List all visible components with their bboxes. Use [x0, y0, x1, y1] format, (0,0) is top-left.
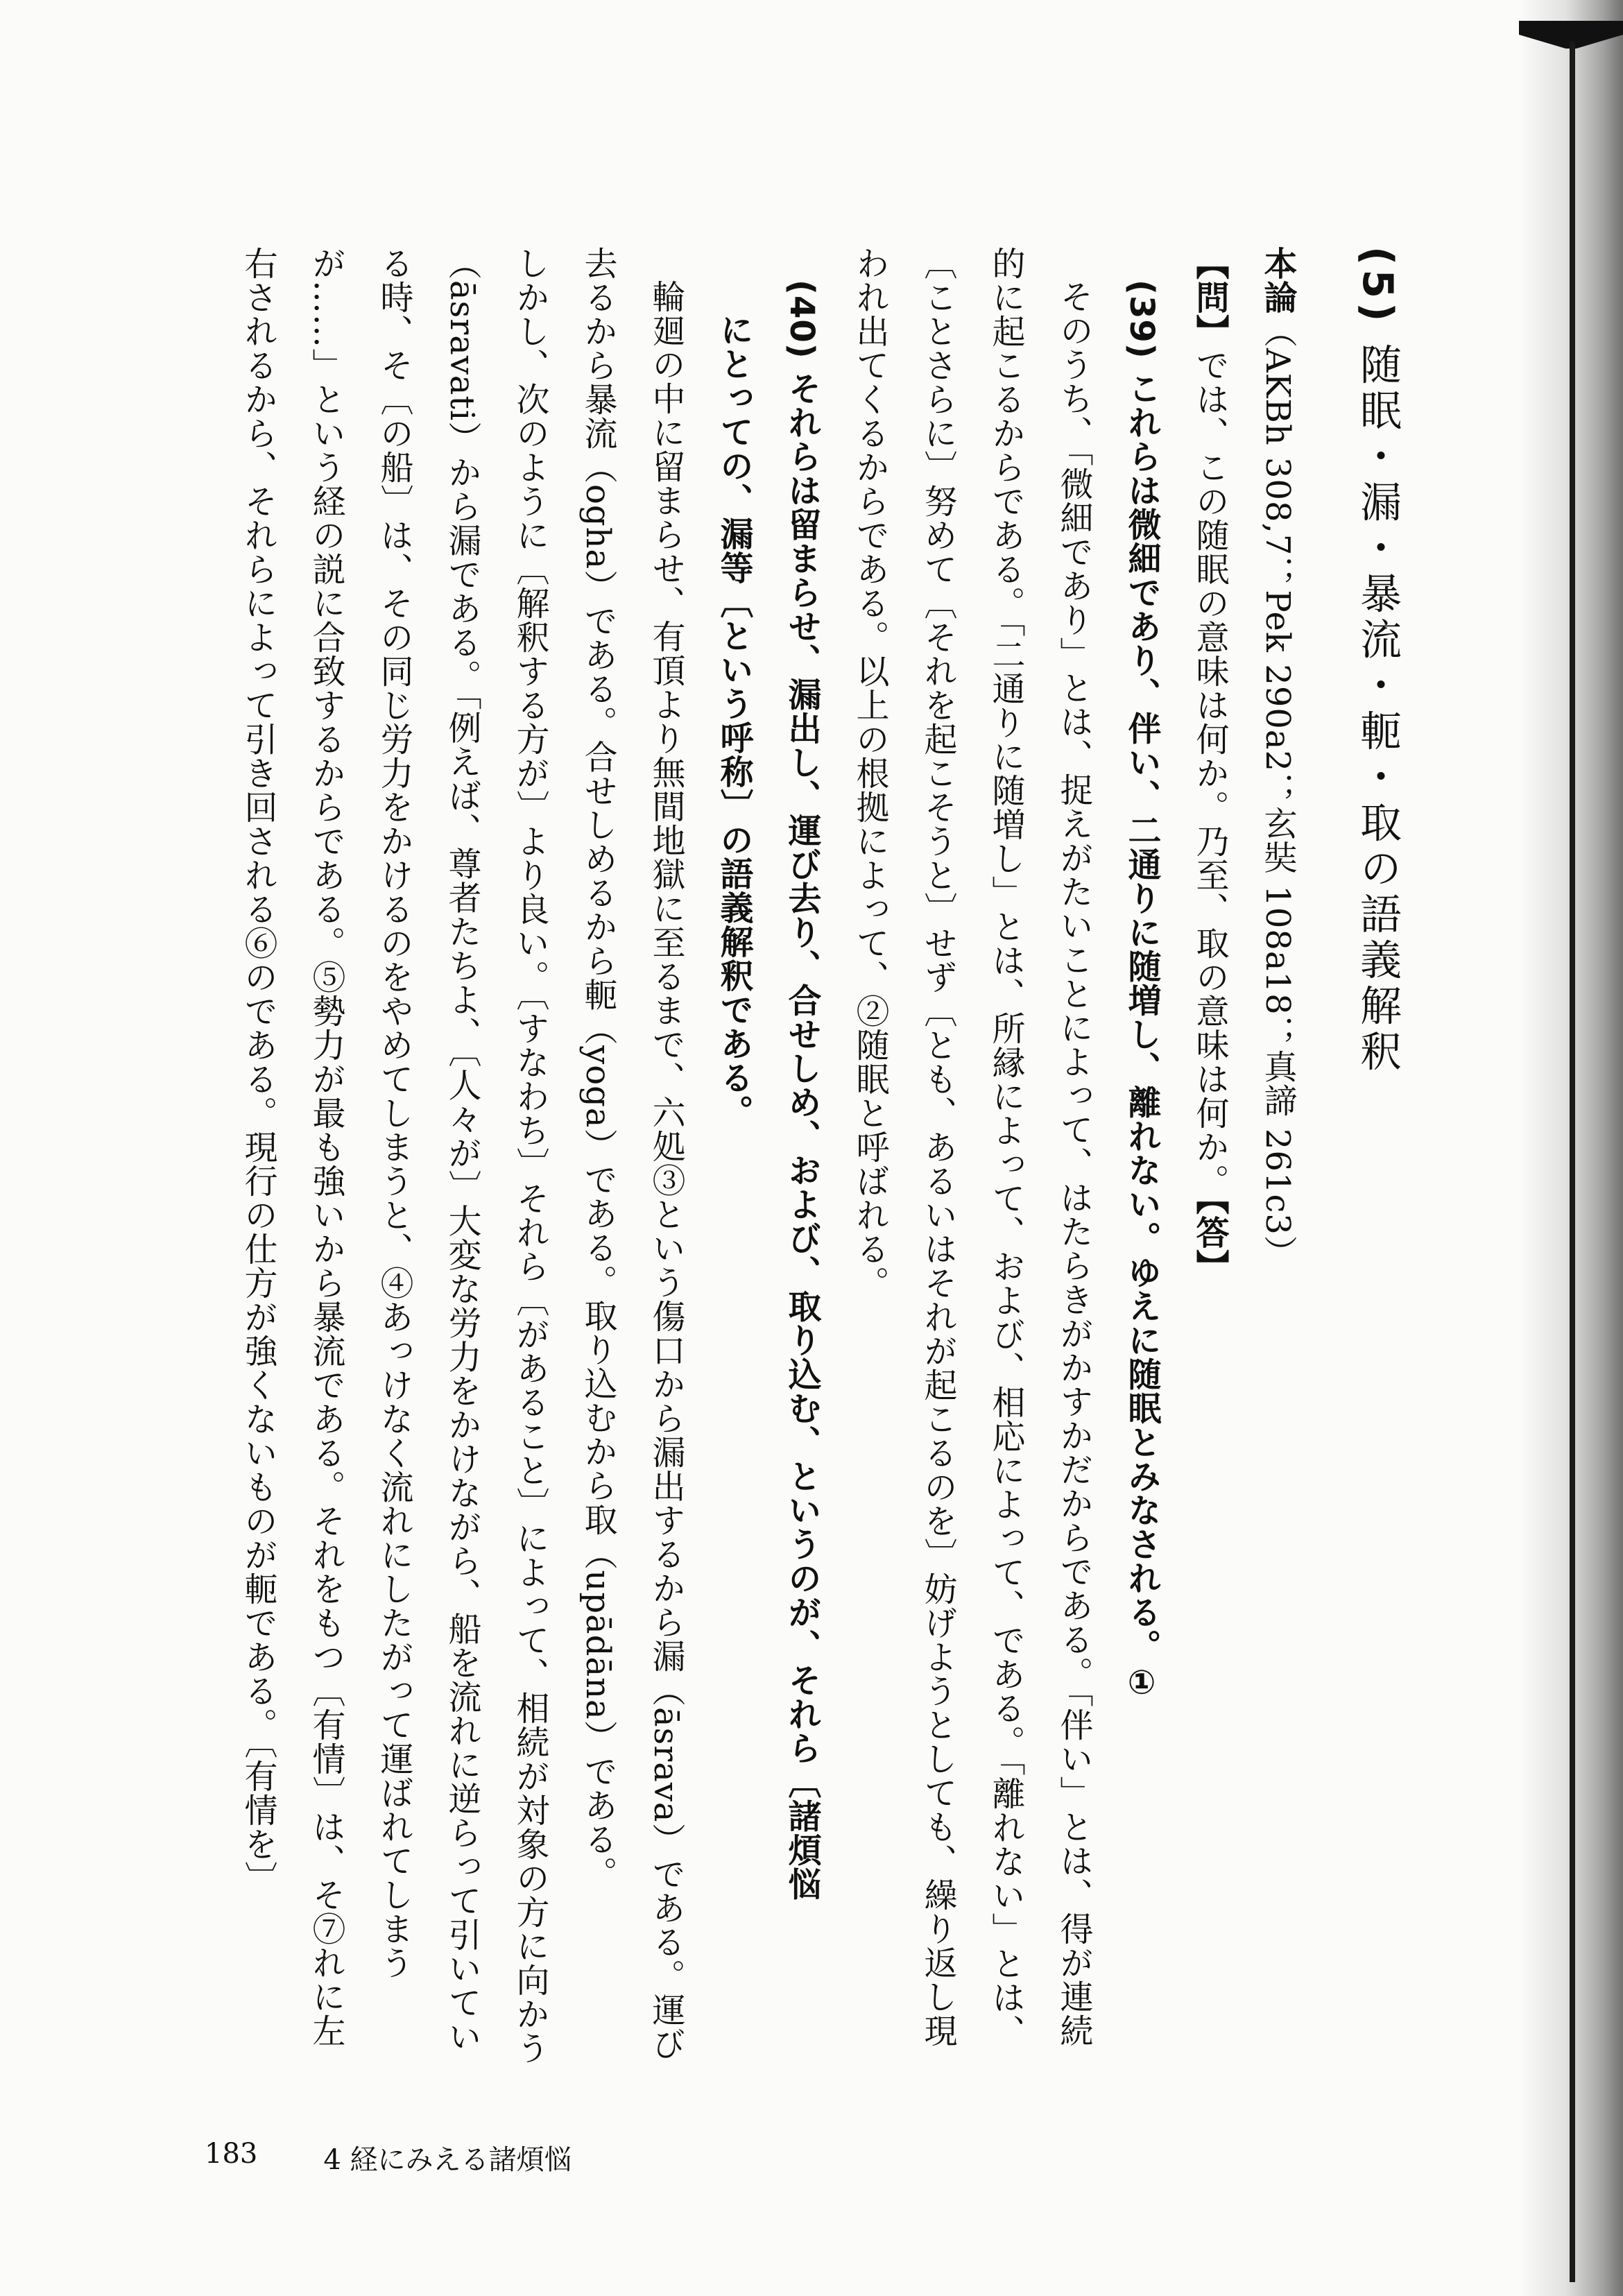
section-number: (5)	[1353, 246, 1402, 326]
question-mark: 【問】	[1190, 246, 1229, 348]
verse-40-line-2: にとっての、漏等〔という呼称〕の語義解釈である。	[714, 313, 753, 1129]
section-heading	[1343, 246, 1411, 2077]
paragraph-2: 輪廻の中に留まらせ、有頂より無間地獄に至るまで、六処③という傷口から漏出するから漏（āsrava）である。運び去るから暴流（ogha）である。合せしめるから軛（yoga）である。取り込むから取（upādāna）である。	[578, 246, 685, 2061]
vertical-text-body	[191, 246, 1411, 2077]
answer-mark: 【答】	[1190, 1198, 1229, 1283]
source-citation: （AKBh 308,7；Pek 290a2；玄奘 108a18；真諦 261c3）	[1258, 314, 1297, 1269]
question-text: では、この随眠の意味は何か。乃至、取の意味は何か。	[1190, 348, 1229, 1198]
chapter-title: 4 経にみえる諸煩悩	[323, 2144, 572, 2176]
verse-39: (39) これらは微細であり、伴い、二通りに随増し、離れない。ゆえに随眠とみなされる。①	[1122, 280, 1161, 1703]
paragraph-1: そのうち、「微細であり」とは、捉えがたいことによって、はたらきがかすかだからである。「伴い」とは、得が連続的に起こるからである。「二通りに随増し」とは、所縁によって、および、相応によって、である。「離れない」とは、〔ことさらに〕努めて〔それを起こそうと〕せず〔とも、あるいはそれが起こるのを〕妨げようとしても、繰り返し現われ出てくるからである。以上の根拠によって、②随眠と呼ばれる。	[850, 246, 1093, 2048]
binding-edge-line	[1570, 42, 1575, 2282]
source-reference	[1244, 246, 1312, 2077]
section-title: 随眠・漏・暴流・軛・取の語義解釈	[1353, 343, 1402, 1076]
verse-40-line-1: (40) それらは留まらせ、漏出し、運び去り、合せしめ、および、取り込む、というのが、それら〔諸煩悩	[782, 280, 821, 1901]
page-number: 183	[205, 2138, 258, 2170]
paragraph-3: しかし、次のように〔解釈する方が〕より良い。〔すなわち〕それら〔があること〕によって、相続が対象の方に向かう（āsravati）から漏である。「例えば、尊者たちよ、〔人々が〕大変な労力をかけながら、船を流れに逆らって引いている時、そ〔の船〕は、その同じ労力をかけるのをやめてしまうと、④あっけなく流れにしたがって運ばれてしまうが……」という経の説に合致するからである。⑤勢力が最も強いから暴流である。それをもつ〔有情〕は、そ⑦れに左右されるから、それらによって引き回される⑥のである。現行の仕方が強くないものが軛である。〔有情を〕	[239, 246, 549, 2065]
page-footer	[205, 2138, 572, 2177]
source-label: 本論	[1258, 246, 1297, 314]
question-line	[1176, 246, 1244, 2077]
